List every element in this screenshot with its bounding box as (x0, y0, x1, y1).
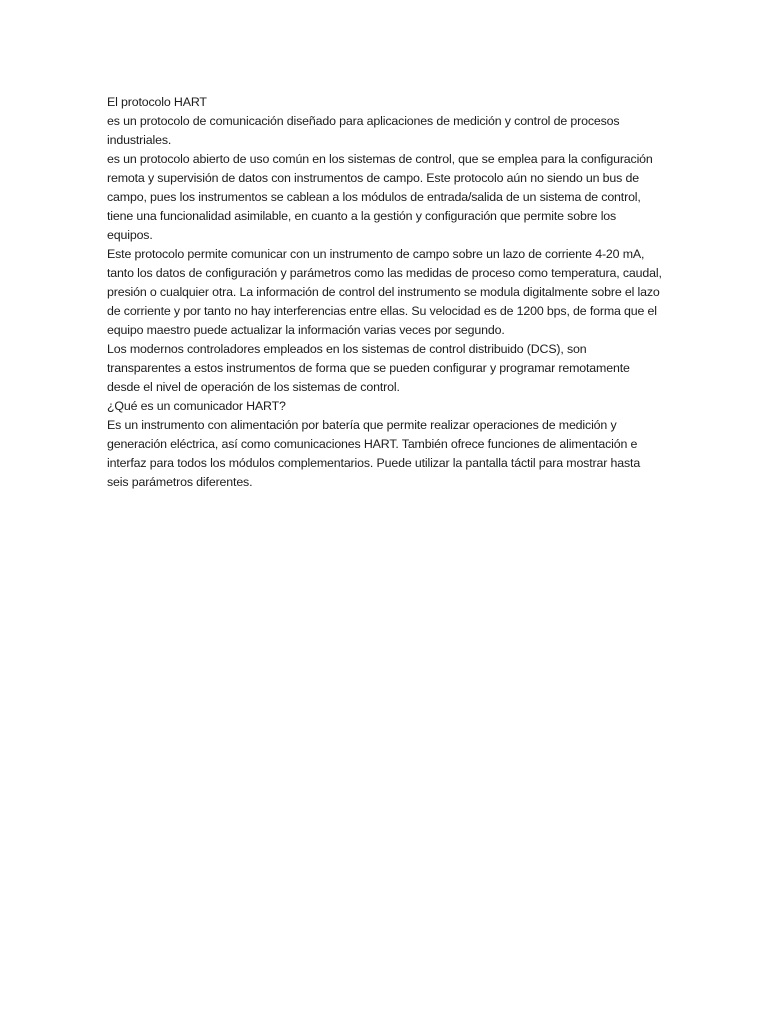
paragraph-dcs: Los modernos controladores empleados en los sistemas de control distribuido (DCS), son transparentes a estos instrumentos de forma que se pueden configurar y programar remotamente desde el nivel de operación de los sistemas de control. (107, 342, 630, 394)
section-question: ¿Qué es un comunicador HART? (107, 399, 286, 413)
document-page (107, 93, 663, 492)
paragraph-answer: Es un instrumento con alimentación por batería que permite realizar operaciones de medición y generación eléctrica, así como comunicaciones HART. También ofrece funciones de alimentación e interfaz para todos los módulos complementarios. Puede utilizar la pantalla táctil para mostrar hasta seis parámetros diferentes. (107, 418, 641, 489)
paragraph-open-protocol: es un protocolo abierto de uso común en los sistemas de control, que se emplea para la configuración remota y supervisión de datos con instrumentos de campo. Este protocolo aún no siendo un bus de campo, pues los instrumentos se cablean a los módulos de entrada/salida de un sistema de control, tiene una funcionalidad asimilable, en cuanto a la gestión y configuración que permite sobre los equipos. (107, 152, 653, 242)
paragraph-definition: es un protocolo de comunicación diseñado para aplicaciones de medición y control de procesos industriales. (107, 114, 620, 147)
document-title: El protocolo HART (107, 95, 207, 109)
paragraph-current-loop: Este protocolo permite comunicar con un instrumento de campo sobre un lazo de corriente 4-20 mA, tanto los datos de configuración y parámetros como las medidas de proceso como temperatura, caudal, presión o cualquier otra. La información de control del instrumento se modula digitalmente sobre el lazo de corriente y por tanto no hay interferencias entre ellas. Su velocidad es de 1200 bps, de forma que el equipo maestro puede actualizar la información varias veces por segundo. (107, 247, 662, 337)
